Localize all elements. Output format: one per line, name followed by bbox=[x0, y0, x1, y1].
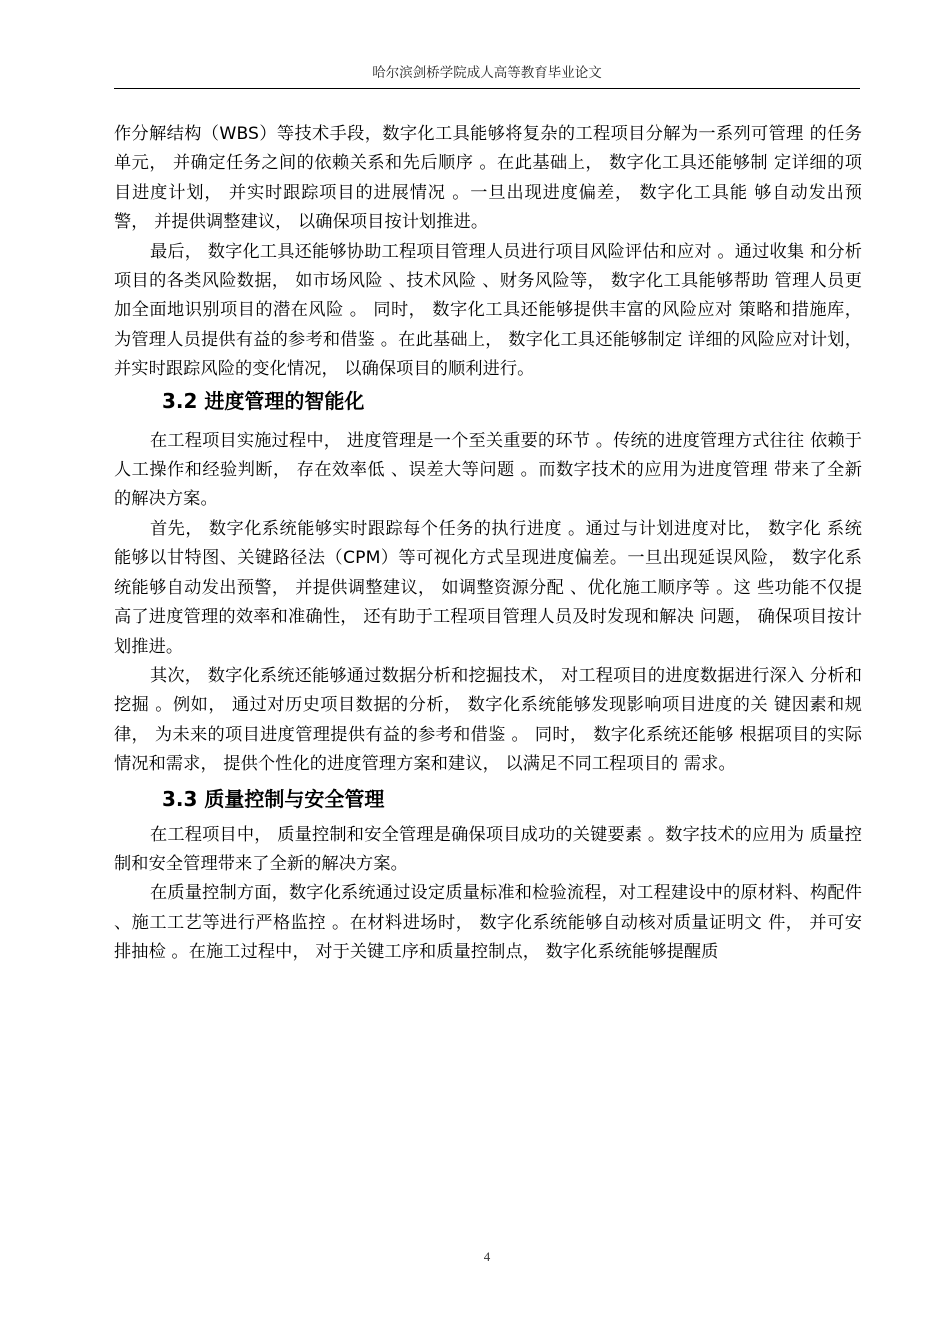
paragraph-quality-control: 在质量控制方面，数字化系统通过设定质量标准和检验流程，对工程建设中的原材料、构配件 、施工工艺等进行严格监控 。在材料进场时， 数字化系统能够自动核对质量证明文 件， 并可安排抽检 。在施工过程中， 对于关键工序和质量控制点， 数字化系统能够提醒质 bbox=[114, 883, 862, 963]
paragraph-quality-intro: 在工程项目中， 质量控制和安全管理是确保项目成功的关键要素 。数字技术的应用为 质量控制和安全管理带来了全新的解决方案。 bbox=[114, 824, 862, 874]
paragraph-schedule-intro: 在工程项目实施过程中， 进度管理是一个至关重要的环节 。传统的进度管理方式往往 依赖于人工操作和经验判断， 存在效率低 、误差大等问题 。而数字技术的应用为进度管理 带来了全新的解决方案。 bbox=[114, 430, 862, 510]
section-heading-3-2: 3.2 进度管理的智能化 bbox=[162, 388, 365, 413]
running-header: 哈尔滨剑桥学院成人高等教育毕业论文 bbox=[372, 65, 602, 81]
header-divider bbox=[114, 88, 860, 89]
paragraph-risk-management: 最后， 数字化工具还能够协助工程项目管理人员进行项目风险评估和应对 。通过收集 和分析项目的各类风险数据， 如市场风险 、技术风险 、财务风险等， 数字化工具能够帮助 管理人员更加全面地识别项目的潜在风险 。 同时， 数字化工具还能够提供丰富的风险应对 策略和措施库， 为管理人员提供有益的参考和借鉴 。在此基础上， 数字化工具还能够制定 详细的风险应对计划， 并实时跟踪风险的变化情况， 以确保项目的顺利进行。 bbox=[114, 241, 862, 380]
paragraph-wbs-continuation: 作分解结构（WBS）等技术手段，数字化工具能够将复杂的工程项目分解为一系列可管理 的任务单元， 并确定任务之间的依赖关系和先后顺序 。在此基础上， 数字化工具还能够制 定详细的项目进度计划， 并实时跟踪项目的进展情况 。一旦出现进度偏差， 数字化工具能 够自动发出预警， 并提供调整建议， 以确保项目按计划推进。 bbox=[114, 124, 862, 233]
page-number: 4 bbox=[483, 1249, 491, 1264]
paragraph-schedule-analysis: 其次， 数字化系统还能够通过数据分析和挖掘技术， 对工程项目的进度数据进行深入 分析和挖掘 。例如， 通过对历史项目数据的分析， 数字化系统能够发现影响项目进度的关 键因素和规律， 为未来的项目进度管理提供有益的参考和借鉴 。 同时， 数字化系统还能够 根据项目的实际情况和需求， 提供个性化的进度管理方案和建议， 以满足不同工程项目的 需求。 bbox=[114, 665, 862, 775]
section-heading-3-3: 3.3 质量控制与安全管理 bbox=[162, 786, 385, 811]
document-body bbox=[114, 120, 862, 968]
paragraph-schedule-tracking: 首先， 数字化系统能够实时跟踪每个任务的执行进度 。通过与计划进度对比， 数字化 系统能够以甘特图、关键路径法（CPM）等可视化方式呈现进度偏差。一旦出现延误风险， 数字化系统能够自动发出预警， 并提供调整建议， 如调整资源分配 、优化施工顺序等 。这 些功能不仅提高了进度管理的效率和准确性， 还有助于工程项目管理人员及时发现和解决 问题， 确保项目按计划推进。 bbox=[114, 518, 862, 657]
